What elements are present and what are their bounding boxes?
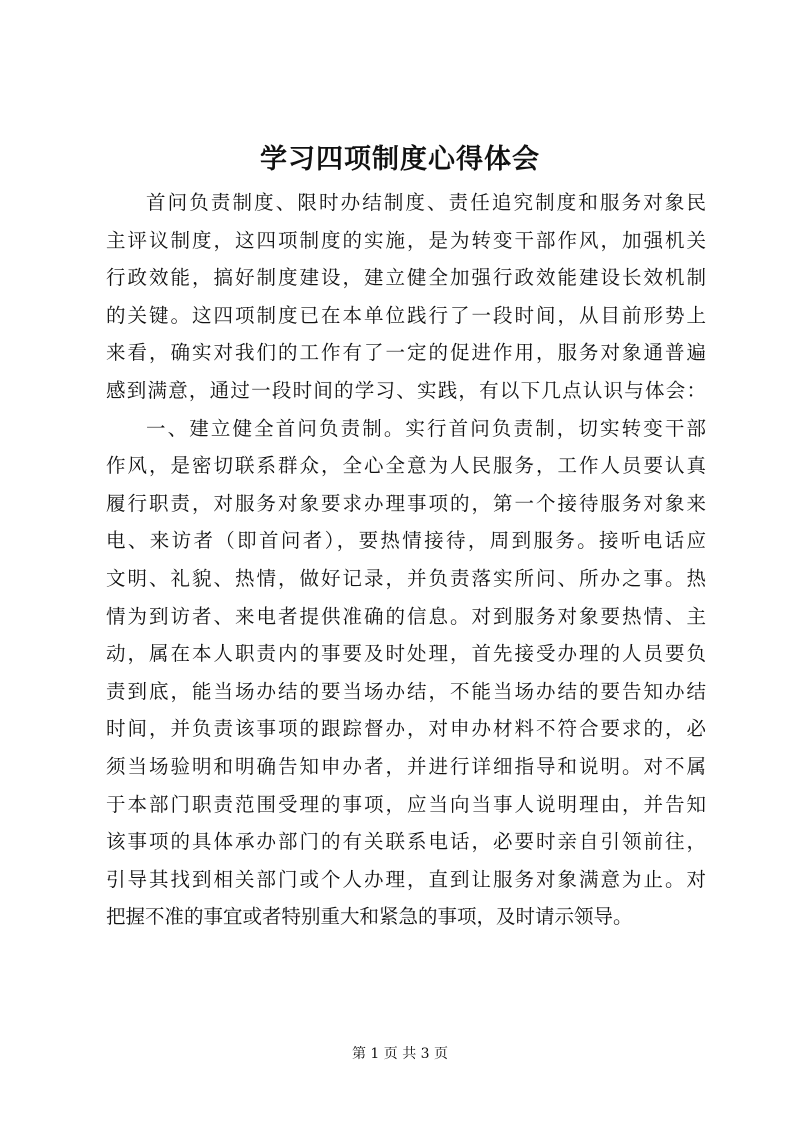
paragraph-line: 来看，确实对我们的工作有了一定的促进作用，服务对象通普遍 [106, 341, 706, 365]
paragraph-line: 行政效能，搞好制度建设，建立健全加强行政效能建设长效机制 [106, 266, 706, 290]
paragraph-line: 须当场验明和明确告知申办者，并进行详细指导和说明。对不属 [106, 754, 706, 778]
document-body [106, 184, 706, 936]
paragraph-line: 时间，并负责该事项的跟踪督办，对申办材料不符合要求的，必 [106, 717, 706, 741]
paragraph-line: 作风，是密切联系群众，全心全意为人民服务，工作人员要认真 [106, 454, 706, 478]
paragraph-line: 责到底，能当场办结的要当场办结，不能当场办结的要告知办结 [106, 679, 706, 703]
paragraph-line: 该事项的具体承办部门的有关联系电话，必要时亲自引领前往， [106, 830, 706, 854]
paragraph-line: 于本部门职责范围受理的事项，应当向当事人说明理由，并告知 [106, 792, 706, 816]
paragraph-line: 动，属在本人职责内的事要及时处理，首先接受办理的人员要负 [106, 642, 706, 666]
paragraph-line: 的关键。这四项制度已在本单位践行了一段时间，从目前形势上 [106, 303, 706, 327]
page-footer: 第 1 页 共 3 页 [351, 1046, 449, 1062]
paragraph-line: 一、建立健全首问负责制。实行首问负责制，切实转变干部 [146, 416, 706, 440]
paragraph-line: 电、来访者（即首问者），要热情接待，周到服务。接听电话应 [106, 529, 706, 553]
paragraph-line: 把握不准的事宜或者特别重大和紧急的事项，及时请示领导。 [106, 905, 633, 929]
document-title: 学习四项制度心得体会 [260, 144, 540, 175]
paragraph-line: 引导其找到相关部门或个人办理，直到让服务对象满意为止。对 [106, 867, 706, 891]
paragraph-line: 主评议制度，这四项制度的实施，是为转变干部作风，加强机关 [106, 228, 706, 252]
paragraph-line: 感到满意，通过一段时间的学习、实践，有以下几点认识与体会： [106, 378, 706, 402]
paragraph-line: 履行职责，对服务对象要求办理事项的，第一个接待服务对象来 [106, 491, 706, 515]
paragraph-line: 首问负责制度、限时办结制度、责任追究制度和服务对象民 [146, 191, 706, 214]
paragraph-line: 文明、礼貌、热情，做好记录，并负责落实所问、所办之事。热 [106, 566, 706, 590]
paragraph-line: 情为到访者、来电者提供准确的信息。对到服务对象要热情、主 [106, 604, 706, 628]
